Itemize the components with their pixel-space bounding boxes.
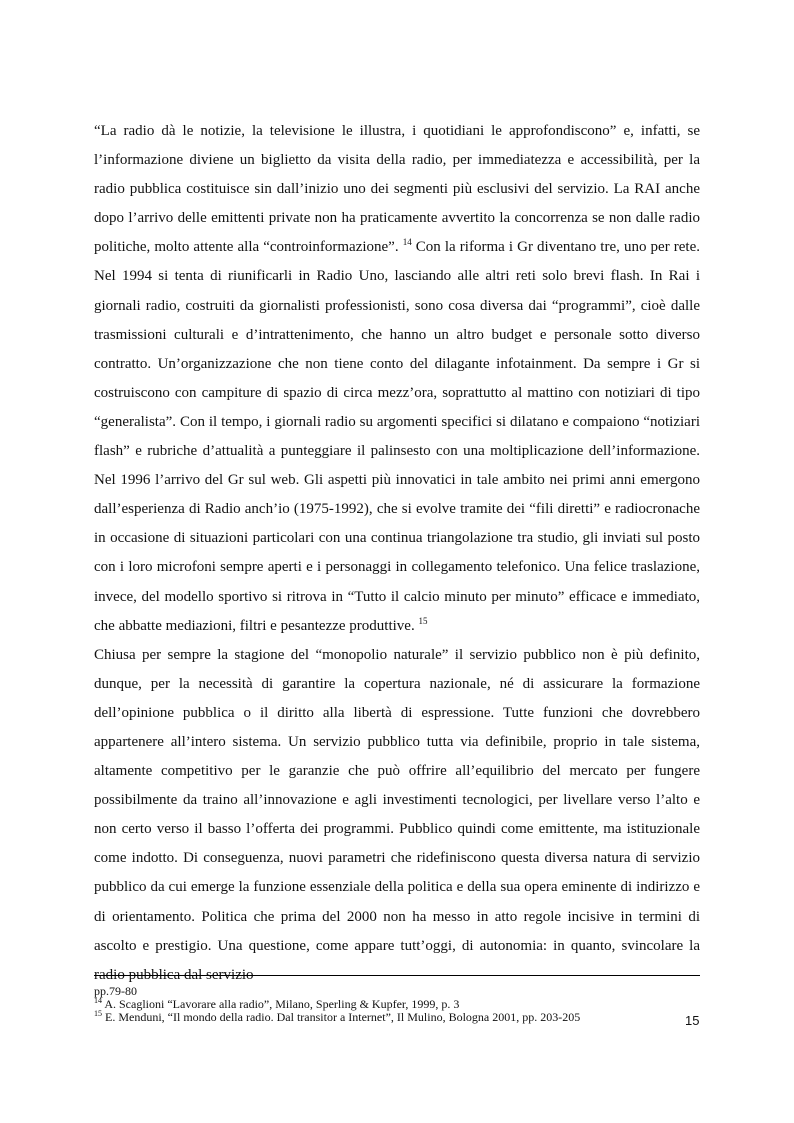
footnote-15 — [94, 1011, 700, 1024]
footnote-ref-15: 15 — [418, 615, 428, 626]
footnote-ref-14: 14 — [402, 237, 412, 248]
paragraph-1-continued: Con la riforma i Gr diventano tre, uno per rete. Nel 1994 si tenta di riunificarli in Radio Uno, lasciando alle altri reti solo brevi flash. In Rai i giornali radio, costruiti da giornalisti professionisti, sono cosa diversa dai “programmi”, cioè dalle trasmissioni culturali e d’intrattenimento, che hanno un altro budget e personale sotto diverso contratto. Un’organizzazione che non tiene conto del dilagante infotainment. Da sempre i Gr si costruiscono con campiture di spazio di circa mezz’ora, soprattutto al mattino con notiziari di tipo “generalista”. Con il tempo, i giornali radio su argomenti specifici si dilatano e compaiono “notiziari flash” e rubriche d’attualità a punteggiare il palinsesto con una moltiplicazione dell’informazione. Nel 1996 l’arrivo del Gr sul web. Gli aspetti più innovatici in tale ambito nei primi anni emergono dall’esperienza di Radio anch’io (1975-1992), che si evolve tramite dei “fili diretti” e radiocronache in occasione di situazioni particolari con una continua triangolazione tra studio, gli inviati sul posto con i loro microfoni sempre aperti e i personaggi in collegamento telefonico. Una felice traslazione, invece, del modello sportivo si ritrova in “Tutto il calcio minuto per minuto” efficace e immediato, che abbatte mediazioni, filtri e pesantezze produttive. — [94, 239, 701, 634]
footnote-separator — [94, 975, 700, 976]
paragraph-1-text: “La radio dà le notizie, la televisione le illustra, i quotidiani le approfondiscono” e, infatti, se l’informazione diviene un biglietto da visita della radio, per immediatezza e accessibilità, per la radio pubblica costituisce sin dall’inizio uno dei segmenti più esclusivi del servizio. La RAI anche dopo l’arrivo delle emittenti private non ha praticamente avvertito la concorrenza se non dalle radio politiche, molto attente alla “controinformazione”. — [94, 123, 700, 256]
main-text — [94, 117, 700, 990]
page-number: 15 — [685, 1013, 700, 1028]
footnote-15-text: E. Menduni, “Il mondo della radio. Dal transitor a Internet”, Il Mulino, Bologna 2001, pp. 203-205 — [102, 1010, 581, 1024]
footnote-carryover: pp.79-80 — [94, 984, 137, 998]
footnote-14-text: A. Scaglioni “Lavorare alla radio”, Milano, Sperling & Kupfer, 1999, p. 3 — [102, 997, 460, 1011]
footnote-14-number: 14 — [94, 996, 102, 1005]
footnote-15-number: 15 — [94, 1009, 102, 1018]
paragraph-2: Chiusa per sempre la stagione del “monopolio naturale” il servizio pubblico non è più definito, dunque, per la necessità di garantire la copertura nazionale, né di assicurare la formazione dell’opinione pubblica o il diritto alla libertà di espressione. Tutte funzioni che dovrebbero appartenere all’intero sistema. Un servizio pubblico tutta via definibile, proprio in tale sistema, altamente competitivo per le garanzie che può offrire all’equilibrio del mercato per fungere possibilmente da traino all’innovazione e agli investimenti tecnologici, per livellare verso l’alto e non certo verso il basso l’offerta dei programmi. Pubblico quindi come emittente, ma istituzionale come indotto. Di conseguenza, nuovi parametri che ridefiniscono questa diversa natura di servizio pubblico da cui emerge la funzione essenziale della politica e della sua opera eminente di indirizzo e di orientamento. Politica che prima del 2000 non ha messo in atto regole incisive in termini di ascolto e prestigio. Una questione, come appare tutt’oggi, di autonomia: in quanto, svincolare la radio pubblica dal servizio — [94, 646, 700, 983]
footnotes — [94, 985, 700, 1024]
paragraph-1 — [94, 117, 700, 641]
